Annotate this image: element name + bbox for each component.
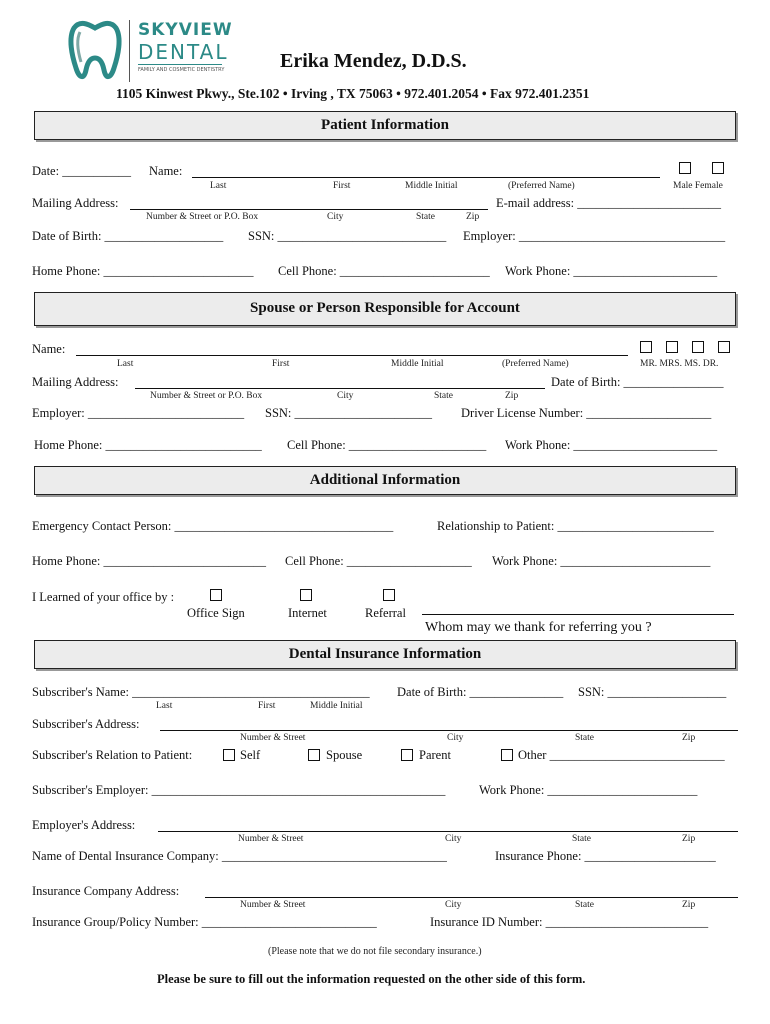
sub-street: Number & Street bbox=[238, 834, 304, 844]
cell-phone-field[interactable]: Cell Phone: ________________________ bbox=[278, 264, 490, 278]
spouse-mailing-line[interactable] bbox=[135, 388, 545, 389]
office-sign-checkbox[interactable] bbox=[210, 589, 222, 601]
spouse-relation-checkbox[interactable] bbox=[308, 749, 320, 761]
sub-zip: Zip bbox=[682, 900, 696, 910]
spouse-header: Spouse or Person Responsible for Account bbox=[34, 292, 736, 326]
insurance-header: Dental Insurance Information bbox=[34, 640, 736, 669]
sub-last: Last bbox=[156, 701, 173, 711]
sub-city: City bbox=[327, 212, 344, 222]
learned-label: I Learned of your office by : bbox=[32, 590, 175, 604]
email-field[interactable]: E-mail address: _______________________ bbox=[496, 196, 721, 210]
thank-referrer-label: Whom may we thank for referring you ? bbox=[425, 620, 652, 635]
spouse-name-label: Name: bbox=[32, 342, 66, 356]
sub-state: State bbox=[434, 391, 453, 401]
mailing-address-label: Mailing Address: bbox=[32, 196, 119, 210]
patient-name-label: Name: bbox=[149, 164, 183, 178]
referral-label: Referral bbox=[365, 606, 406, 620]
subscriber-address-label: Subscriber's Address: bbox=[32, 717, 140, 731]
logo-bottom-text: DENTAL bbox=[138, 40, 229, 64]
sub-male-female: Male Female bbox=[673, 181, 723, 191]
sub-city: City bbox=[445, 834, 462, 844]
sub-city: City bbox=[447, 733, 464, 743]
sub-state: State bbox=[572, 834, 591, 844]
sub-zip: Zip bbox=[682, 733, 696, 743]
internet-label: Internet bbox=[288, 606, 327, 620]
subscriber-name-field[interactable]: Subscriber's Name: ______________________________________ bbox=[32, 685, 370, 699]
self-label: Self bbox=[240, 748, 261, 762]
sub-last: Last bbox=[210, 181, 227, 191]
spouse-relation-label: Spouse bbox=[326, 748, 363, 762]
dr-checkbox[interactable] bbox=[718, 341, 730, 353]
mailing-address-line[interactable] bbox=[130, 209, 488, 210]
patient-name-line[interactable] bbox=[192, 177, 660, 178]
sub-street: Number & Street bbox=[240, 900, 306, 910]
sub-zip: Zip bbox=[682, 834, 696, 844]
employer-address-label: Employer's Address: bbox=[32, 818, 136, 832]
mrs-checkbox[interactable] bbox=[666, 341, 678, 353]
emergency-contact-field[interactable]: Emergency Contact Person: ___________________________________ bbox=[32, 519, 394, 533]
ms-checkbox[interactable] bbox=[692, 341, 704, 353]
mr-checkbox[interactable] bbox=[640, 341, 652, 353]
sub-last: Last bbox=[117, 359, 134, 369]
subscriber-address-line[interactable] bbox=[160, 730, 738, 731]
male-checkbox[interactable] bbox=[679, 162, 691, 174]
insurance-company-name-field[interactable]: Name of Dental Insurance Company: ____________________________________ bbox=[32, 849, 447, 863]
spouse-mailing-label: Mailing Address: bbox=[32, 375, 119, 389]
spouse-dob-field[interactable]: Date of Birth: ________________ bbox=[551, 375, 724, 389]
sub-middle: Middle Initial bbox=[310, 701, 363, 711]
sub-zip: Zip bbox=[505, 391, 519, 401]
sub-state: State bbox=[575, 733, 594, 743]
subscriber-employer-field[interactable]: Subscriber's Employer: _______________________________________________ bbox=[32, 783, 446, 797]
spouse-employer-field[interactable]: Employer: _________________________ bbox=[32, 406, 245, 420]
dob-field[interactable]: Date of Birth: ___________________ bbox=[32, 229, 224, 243]
work-phone-field[interactable]: Work Phone: _______________________ bbox=[505, 264, 718, 278]
sub-street: Number & Street bbox=[240, 733, 306, 743]
spouse-home-phone-field[interactable]: Home Phone: _________________________ bbox=[34, 438, 262, 452]
office-sign-label: Office Sign bbox=[187, 606, 245, 620]
sub-preferred: (Preferred Name) bbox=[502, 359, 569, 369]
sub-street: Number & Street or P.O. Box bbox=[150, 391, 263, 401]
referral-checkbox[interactable] bbox=[383, 589, 395, 601]
spouse-name-line[interactable] bbox=[76, 355, 628, 356]
sub-city: City bbox=[337, 391, 354, 401]
insurance-id-field[interactable]: Insurance ID Number: __________________________ bbox=[430, 915, 709, 929]
sub-first: First bbox=[333, 181, 351, 191]
additional-work-phone-field[interactable]: Work Phone: ________________________ bbox=[492, 554, 711, 568]
sub-middle: Middle Initial bbox=[405, 181, 458, 191]
footer-instruction: Please be sure to fill out the information requested on the other side of this form. bbox=[157, 972, 586, 986]
sub-state: State bbox=[416, 212, 435, 222]
relationship-field[interactable]: Relationship to Patient: _________________________ bbox=[437, 519, 714, 533]
other-field[interactable]: Other ____________________________ bbox=[518, 748, 725, 762]
sub-first: First bbox=[258, 701, 276, 711]
insurance-phone-field[interactable]: Insurance Phone: _____________________ bbox=[495, 849, 716, 863]
additional-home-phone-field[interactable]: Home Phone: __________________________ bbox=[32, 554, 267, 568]
sub-state: State bbox=[575, 900, 594, 910]
subscriber-dob-field[interactable]: Date of Birth: _______________ bbox=[397, 685, 564, 699]
insurance-company-address-line[interactable] bbox=[205, 897, 738, 898]
sub-preferred: (Preferred Name) bbox=[508, 181, 575, 191]
other-checkbox[interactable] bbox=[501, 749, 513, 761]
doctor-name: Erika Mendez, D.D.S. bbox=[280, 50, 467, 72]
patient-information-header: Patient Information bbox=[34, 111, 736, 140]
sub-middle: Middle Initial bbox=[391, 359, 444, 369]
employer-field[interactable]: Employer: _________________________________ bbox=[463, 229, 726, 243]
parent-checkbox[interactable] bbox=[401, 749, 413, 761]
sub-street: Number & Street or P.O. Box bbox=[146, 212, 259, 222]
date-field[interactable]: Date: ___________ bbox=[32, 164, 131, 178]
female-checkbox[interactable] bbox=[712, 162, 724, 174]
ssn-field[interactable]: SSN: ___________________________ bbox=[248, 229, 447, 243]
spouse-ssn-field[interactable]: SSN: ______________________ bbox=[265, 406, 433, 420]
spouse-cell-phone-field[interactable]: Cell Phone: ______________________ bbox=[287, 438, 487, 452]
skyview-dental-logo bbox=[66, 18, 236, 86]
subscriber-work-phone-field[interactable]: Work Phone: ________________________ bbox=[479, 783, 698, 797]
relation-label: Subscriber's Relation to Patient: bbox=[32, 748, 193, 762]
logo-tagline: FAMILY AND COSMETIC DENTISTRY bbox=[138, 67, 225, 73]
logo-top-text: SKYVIEW bbox=[138, 20, 233, 40]
parent-label: Parent bbox=[419, 748, 451, 762]
sub-zip: Zip bbox=[466, 212, 480, 222]
insurance-company-address-label: Insurance Company Address: bbox=[32, 884, 180, 898]
sub-first: First bbox=[272, 359, 290, 369]
home-phone-field[interactable]: Home Phone: ________________________ bbox=[32, 264, 254, 278]
additional-information-header: Additional Information bbox=[34, 466, 736, 495]
subscriber-ssn-field[interactable]: SSN: ___________________ bbox=[578, 685, 727, 699]
secondary-insurance-note: (Please note that we do not file secondary insurance.) bbox=[268, 946, 482, 957]
sub-city: City bbox=[445, 900, 462, 910]
additional-cell-phone-field[interactable]: Cell Phone: ____________________ bbox=[285, 554, 472, 568]
office-address: 1105 Kinwest Pkwy., Ste.102 • Irving , TX 75063 • 972.401.2054 • Fax 972.401.2351 bbox=[116, 86, 590, 101]
referral-name-line[interactable] bbox=[422, 614, 734, 615]
group-policy-field[interactable]: Insurance Group/Policy Number: ____________________________ bbox=[32, 915, 377, 929]
self-checkbox[interactable] bbox=[223, 749, 235, 761]
employer-address-line[interactable] bbox=[158, 831, 738, 832]
internet-checkbox[interactable] bbox=[300, 589, 312, 601]
driver-license-field[interactable]: Driver License Number: ____________________ bbox=[461, 406, 712, 420]
spouse-work-phone-field[interactable]: Work Phone: _______________________ bbox=[505, 438, 718, 452]
sub-titles: MR. MRS. MS. DR. bbox=[640, 359, 719, 369]
tooth-logo-icon bbox=[66, 18, 124, 84]
